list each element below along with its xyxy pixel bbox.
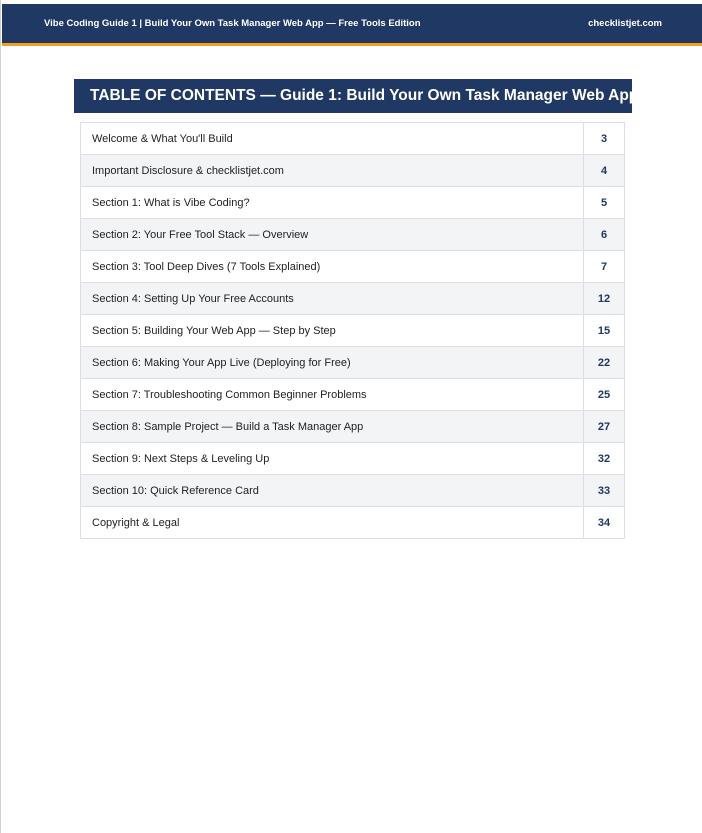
toc-entry-page: 3 xyxy=(584,123,625,155)
toc-entry-label: Section 2: Your Free Tool Stack — Overview xyxy=(81,219,584,251)
toc-entry-label: Section 10: Quick Reference Card xyxy=(81,475,584,507)
toc-row xyxy=(81,347,625,379)
page-header xyxy=(2,4,702,43)
toc-entry-label: Copyright & Legal xyxy=(81,507,584,539)
toc-entry-page: 4 xyxy=(584,155,625,187)
toc-row xyxy=(81,155,625,187)
toc-row xyxy=(81,219,625,251)
page-edge xyxy=(0,0,1,833)
toc-entry-page: 22 xyxy=(584,347,625,379)
toc-entry-label: Section 6: Making Your App Live (Deploying for Free) xyxy=(81,347,584,379)
toc-entry-page: 12 xyxy=(584,283,625,315)
toc-row xyxy=(81,443,625,475)
toc-entry-label: Important Disclosure & checklistjet.com xyxy=(81,155,584,187)
toc-entry-page: 32 xyxy=(584,443,625,475)
toc-entry-page: 34 xyxy=(584,507,625,539)
toc-row xyxy=(81,379,625,411)
toc-entry-page: 27 xyxy=(584,411,625,443)
toc-entry-label: Section 3: Tool Deep Dives (7 Tools Explained) xyxy=(81,251,584,283)
toc-row xyxy=(81,251,625,283)
toc-entry-label: Section 7: Troubleshooting Common Beginner Problems xyxy=(81,379,584,411)
toc-entry-label: Section 9: Next Steps & Leveling Up xyxy=(81,443,584,475)
toc-entry-label: Section 4: Setting Up Your Free Accounts xyxy=(81,283,584,315)
toc-row xyxy=(81,283,625,315)
toc-entry-label: Section 8: Sample Project — Build a Task Manager App xyxy=(81,411,584,443)
toc-title: TABLE OF CONTENTS — Guide 1: Build Your Own Task Manager Web App xyxy=(90,87,639,104)
toc-entry-label: Section 1: What is Vibe Coding? xyxy=(81,187,584,219)
toc-entry-label: Welcome & What You'll Build xyxy=(81,123,584,155)
toc-entry-label: Section 5: Building Your Web App — Step by Step xyxy=(81,315,584,347)
toc-row xyxy=(81,475,625,507)
header-accent-rule xyxy=(2,43,702,46)
toc-entry-page: 25 xyxy=(584,379,625,411)
toc-entry-page: 7 xyxy=(584,251,625,283)
toc-row xyxy=(81,411,625,443)
toc-title-bar xyxy=(74,79,639,113)
toc-row xyxy=(81,507,625,539)
toc-row xyxy=(81,187,625,219)
toc-table xyxy=(80,122,625,539)
toc-entry-page: 5 xyxy=(584,187,625,219)
toc-row xyxy=(81,123,625,155)
toc-entry-page: 6 xyxy=(584,219,625,251)
header-site: checklistjet.com xyxy=(588,18,662,29)
toc-entry-page: 15 xyxy=(584,315,625,347)
header-title: Vibe Coding Guide 1 | Build Your Own Task Manager Web App — Free Tools Edition xyxy=(44,18,421,29)
toc-row xyxy=(81,315,625,347)
toc-entry-page: 33 xyxy=(584,475,625,507)
